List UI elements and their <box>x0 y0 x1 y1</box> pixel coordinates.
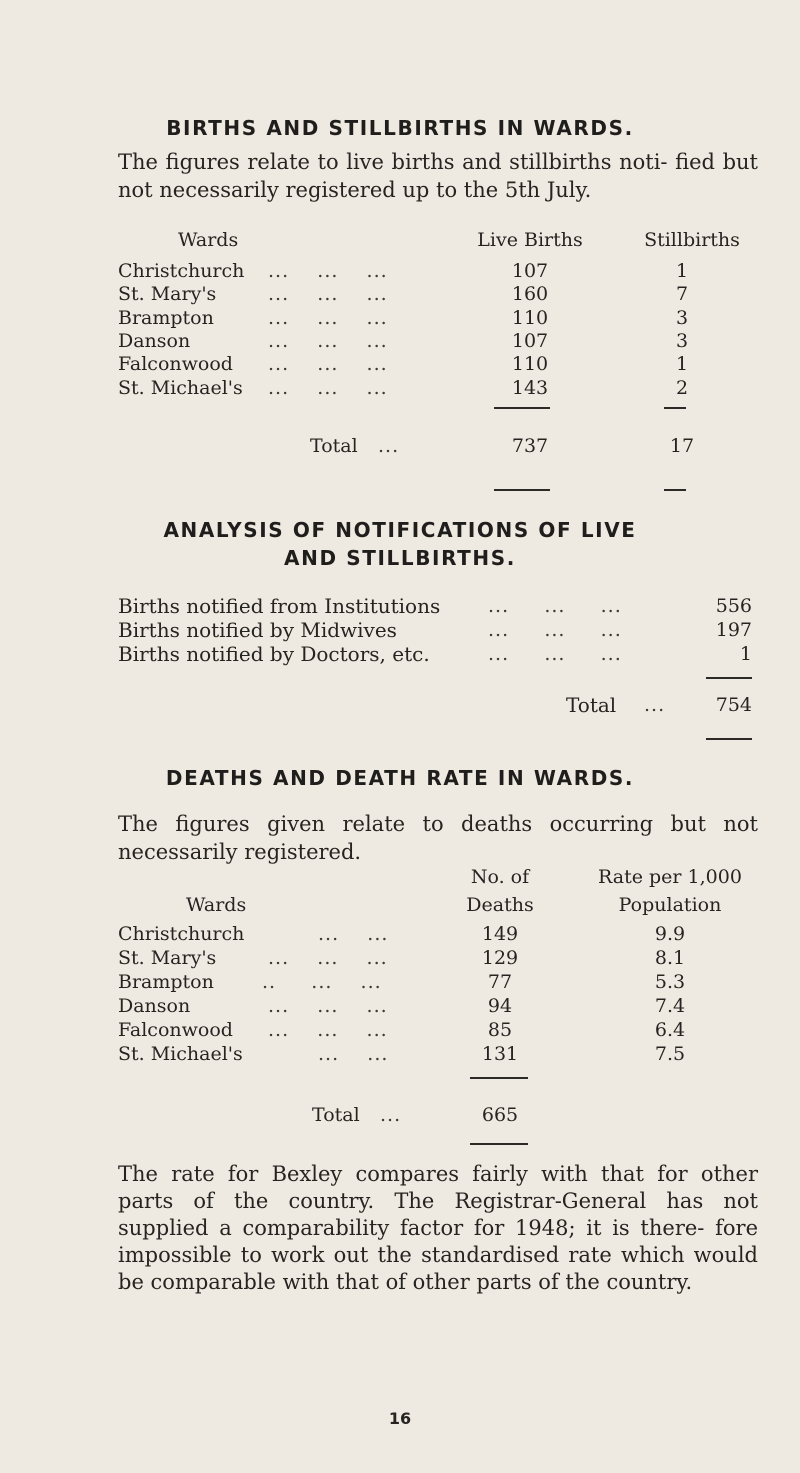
births-ward-label: Falconwood <box>118 353 233 375</box>
leader-dots: ... ... ... <box>268 260 388 282</box>
births-still-value: 1 <box>675 353 689 375</box>
total-rule <box>470 1143 528 1145</box>
leader-dots: ... ... <box>318 1043 389 1065</box>
subtotal-rule <box>664 407 686 409</box>
deaths-count-value: 149 <box>481 923 519 945</box>
births-live-value: 160 <box>511 283 549 305</box>
subtotal-rule <box>706 677 752 679</box>
deaths-ward-label: Falconwood <box>118 1019 233 1041</box>
deaths-rate-value: 6.4 <box>654 1019 686 1041</box>
births-still-value: 2 <box>675 377 689 399</box>
deaths-ward-label: Danson <box>118 995 191 1017</box>
births-still-value: 3 <box>675 330 689 352</box>
deaths-col-deaths-2: Deaths <box>466 894 534 916</box>
births-intro: The figures relate to live births and stillbirths noti- fied but not necessarily registered up to the 5th July. <box>118 150 758 202</box>
analysis-row-label: Births notified from Institutions <box>118 594 441 618</box>
deaths-ward-label: Brampton <box>118 971 214 993</box>
analysis-heading-line1: ANALYSIS OF NOTIFICATIONS OF LIVE <box>163 518 637 542</box>
births-heading: BIRTHS AND STILLBIRTHS IN WARDS. <box>166 116 634 140</box>
leader-dots: ... ... ... <box>268 307 388 329</box>
births-col-wards: Wards <box>178 229 239 251</box>
births-ward-label: Brampton <box>118 307 214 329</box>
deaths-rate-value: 5.3 <box>654 971 686 993</box>
deaths-ward-label: Christchurch <box>118 923 245 945</box>
births-live-value: 107 <box>511 330 549 352</box>
page-number: 16 <box>388 1409 412 1428</box>
leader-dots: ... ... ... <box>268 353 388 375</box>
births-live-value: 107 <box>511 260 549 282</box>
leader-dots: ... ... ... <box>268 377 388 399</box>
deaths-rate-value: 9.9 <box>654 923 686 945</box>
subtotal-rule <box>470 1077 528 1079</box>
leader-dots: .. ... ... <box>262 971 382 993</box>
births-total-label: Total <box>310 435 358 457</box>
leader-dots: ... ... ... <box>488 643 622 665</box>
leader-dots: ... ... ... <box>488 595 622 617</box>
births-still-value: 3 <box>675 307 689 329</box>
deaths-col-wards: Wards <box>186 894 247 916</box>
deaths-intro-line1: The figures given relate to deaths occurring but not <box>118 812 758 836</box>
deaths-total-value: 665 <box>481 1104 519 1126</box>
births-still-value: 1 <box>675 260 689 282</box>
analysis-row-label: Births notified by Midwives <box>118 618 397 642</box>
births-ward-label: St. Michael's <box>118 377 243 399</box>
deaths-ward-label: St. Mary's <box>118 947 217 969</box>
births-ward-label: Christchurch <box>118 260 245 282</box>
births-ward-label: Danson <box>118 330 191 352</box>
deaths-ward-label: St. Michael's <box>118 1043 243 1065</box>
deaths-count-value: 94 <box>487 995 513 1017</box>
leader-dots: ... ... <box>318 923 389 945</box>
births-live-value: 143 <box>511 377 549 399</box>
leader-dots: ... <box>380 1104 402 1126</box>
births-total-live: 737 <box>511 435 549 457</box>
leader-dots: ... ... ... <box>268 1019 388 1041</box>
leader-dots: ... ... ... <box>268 330 388 352</box>
deaths-rate-value: 8.1 <box>654 947 686 969</box>
births-total-still: 17 <box>669 435 695 457</box>
deaths-rate-value: 7.5 <box>654 1043 686 1065</box>
analysis-row-value: 1 <box>739 643 752 665</box>
analysis-total-label: Total <box>566 693 617 717</box>
leader-dots: ... <box>644 694 666 716</box>
closing-paragraph: The rate for Bexley compares fairly with that for other parts of the country. The Registrar-General has not supplied a comparability factor for 1948; it is there- fore impossible to work out the standardised rate which would be comparable with that of other parts of the country. <box>118 1162 758 1294</box>
births-still-value: 7 <box>675 283 689 305</box>
analysis-total-value: 754 <box>715 694 752 716</box>
deaths-col-rate-1: Rate per 1,000 <box>598 866 742 888</box>
analysis-row-value: 197 <box>715 619 752 641</box>
analysis-row-value: 556 <box>715 595 752 617</box>
deaths-count-value: 77 <box>487 971 513 993</box>
deaths-total-label: Total <box>312 1104 360 1126</box>
total-rule <box>664 489 686 491</box>
total-rule <box>494 489 550 491</box>
deaths-count-value: 85 <box>487 1019 513 1041</box>
deaths-intro-line2: necessarily registered. <box>118 840 362 864</box>
births-col-live: Live Births <box>477 229 583 251</box>
total-rule <box>706 738 752 740</box>
leader-dots: ... ... ... <box>268 283 388 305</box>
deaths-count-value: 129 <box>481 947 519 969</box>
subtotal-rule <box>494 407 550 409</box>
leader-dots: ... <box>378 435 400 457</box>
births-live-value: 110 <box>511 307 549 329</box>
leader-dots: ... ... ... <box>268 995 388 1017</box>
leader-dots: ... ... ... <box>488 619 622 641</box>
births-col-still: Stillbirths <box>644 229 740 251</box>
leader-dots: ... ... ... <box>268 947 388 969</box>
analysis-row-label: Births notified by Doctors, etc. <box>118 642 430 666</box>
analysis-heading-line2: AND STILLBIRTHS. <box>284 546 516 570</box>
deaths-count-value: 131 <box>481 1043 519 1065</box>
deaths-col-rate-2: Population <box>618 894 722 916</box>
births-live-value: 110 <box>511 353 549 375</box>
deaths-col-deaths-1: No. of <box>470 866 530 888</box>
deaths-heading: DEATHS AND DEATH RATE IN WARDS. <box>165 766 635 790</box>
births-ward-label: St. Mary's <box>118 283 217 305</box>
deaths-rate-value: 7.4 <box>654 995 686 1017</box>
